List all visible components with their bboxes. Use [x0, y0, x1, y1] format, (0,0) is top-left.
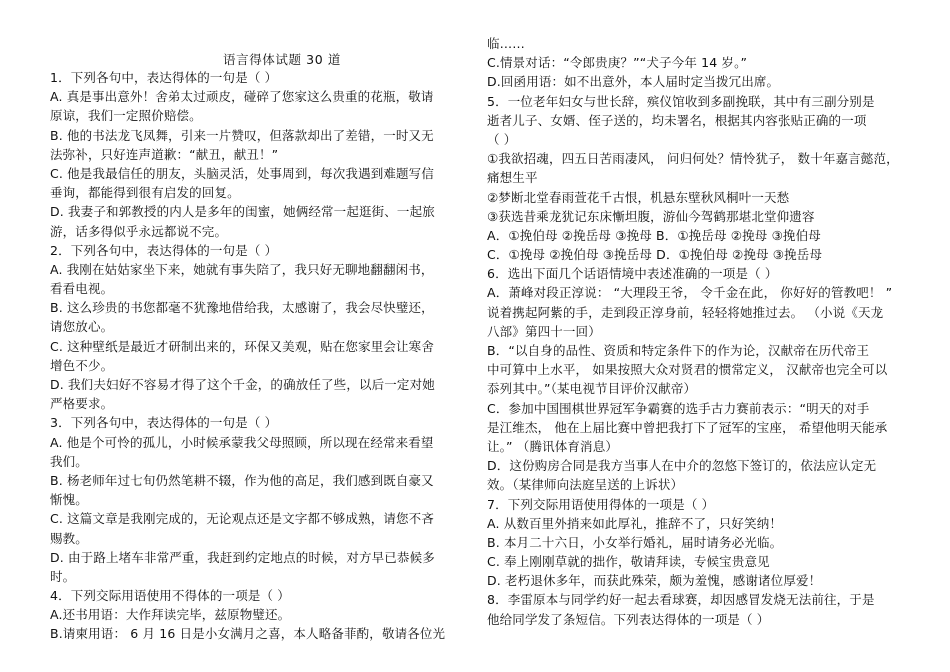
text-line: B.请柬用语： 6 月 16 日是小女满月之喜，本人略备菲酌，敬请各位光	[50, 626, 446, 642]
text-line: D. 老朽退休多年，而获此殊荣，颇为羞愧，感谢诸位厚爱！	[487, 573, 822, 589]
text-line: 4．下列交际用语使用不得体的一项是（ ）	[50, 588, 290, 604]
text-line: B. 他的书法龙飞凤舞，引来一片赞叹，但落款却出了差错，一时又无	[50, 127, 434, 143]
text-line: A. 从数百里外捎来如此厚礼，推辞不了，只好笑纳！	[487, 515, 783, 531]
text-line: C．参加中国围棋世界冠军争霸赛的选手古力赛前表示：“明天的对手	[487, 400, 870, 416]
text-line: D．这份购房合同是我方当事人在中介的忽悠下签订的，依法应认定无	[487, 458, 877, 474]
right-column	[487, 34, 905, 629]
text-line: 看看电视。	[50, 281, 114, 297]
text-line: C.情景对话：“令郎贵庚？”“犬子今年 14 岁。”	[487, 55, 748, 71]
text-line: A. 他是个可怜的孤儿，小时候承蒙我父母照顾，所以现在经常来看望	[50, 434, 434, 450]
text-line: A．萧峰对段正淳说： “大理段王爷， 令千金在此， 你好好的管教吧！ ”	[487, 285, 893, 301]
text-line: 3．下列各句中，表达得体的一句是（ ）	[50, 415, 278, 431]
text-line: ①我欲招魂，四五日苦雨凄风， 问归何处？情怜犹子， 数十年嘉言懿范，	[487, 151, 899, 167]
text-line: 说着携起阿紫的手，走到段正淳身前，轻轻将她推过去。 （小说《天龙	[487, 304, 884, 320]
text-line: C. 这种壁纸是最近才研制出来的，环保又美观，贴在您家里会让寒舍	[50, 338, 434, 354]
text-line: B. 这么珍贵的书您都毫不犹豫地借给我，太感谢了，我会尽快璧还，	[50, 300, 434, 316]
text-line: 临……	[487, 36, 525, 51]
text-line: D. 我们夫妇好不容易才得了这个千金，的确放任了些，以后一定对她	[50, 377, 435, 392]
text-line: 忝列其中。”（某电视节目评价汉献帝）	[487, 381, 697, 397]
text-line: A.还书用语：大作拜读完毕，兹原物璧还。	[50, 607, 291, 623]
text-line: 2．下列各句中，表达得体的一句是（ ）	[50, 242, 278, 258]
text-line: C. 奉上刚刚草就的拙作，敬请拜读，专候宝贵意见	[487, 554, 770, 570]
text-line: A. 我刚在姑姑家坐下来，她就有事失陪了，我只好无聊地翻翻闲书，	[50, 261, 434, 277]
text-line: 我们。	[50, 453, 88, 469]
left-column	[50, 68, 474, 644]
text-line: 8．李雷原本与同学约好一起去看球赛，却因感冒发烧无法前往，于是	[487, 592, 875, 608]
text-line: 1．下列各句中，表达得体的一句是（ ）	[50, 70, 278, 85]
text-line: 增色不少。	[50, 357, 114, 373]
text-line: 痛想生平	[487, 170, 538, 186]
text-line: B. 本月二十六日，小女举行婚礼，届时请务必光临。	[487, 534, 783, 550]
text-line: D. 由于路上堵车非常严重，我赶到约定地点的时候，对方早已恭候多	[50, 549, 435, 565]
text-line: D. 我妻子和郭教授的内人是多年的闺蜜，她俩经常一起逛街、一起旅	[50, 204, 435, 220]
text-line: 请您放心。	[50, 319, 114, 335]
text-line: 让。” （腾讯体育消息）	[487, 438, 618, 454]
text-line: 八部》第四十一回）	[487, 323, 601, 339]
text-line: 时。	[50, 568, 76, 584]
text-line: C. 这篇文章是我刚完成的，无论观点还是文字都不够成熟，请您不吝	[50, 511, 434, 527]
text-line: 游，话多得似乎永远都说不完。	[50, 223, 228, 239]
text-line: ②梦断北堂春雨萱花千古恨，机悬东壁秋风桐叶一天愁	[487, 189, 790, 205]
text-line: D.回函用语：如不出意外，本人届时定当拨冗出席。	[487, 74, 780, 90]
text-line: B．“以自身的品性、资质和特定条件下的作为论，汉献帝在历代帝王	[487, 343, 870, 358]
text-line: 严格要求。	[50, 396, 114, 412]
text-line: 7．下列交际用语使用得体的一项是（ ）	[487, 496, 715, 512]
text-line: B. 杨老师年过七旬仍然笔耕不辍，作为他的高足，我们感到既自豪又	[50, 472, 434, 488]
text-line: 垂询，都能得到很有启发的回复。	[50, 185, 240, 201]
text-line: 中可算中上水平， 如果按照大众对贤君的惯常定义， 汉献帝也完全可以	[487, 362, 888, 378]
text-line: 赐教。	[50, 530, 88, 546]
text-line: （ ）	[487, 131, 517, 147]
document-title: 语言得体试题 30 道	[223, 52, 341, 67]
text-line: 效。（某律师向法庭呈送的上诉状）	[487, 477, 684, 493]
text-line: 5．一位老年妇女与世长辞，殡仪馆收到多副挽联，其中有三副分别是	[487, 93, 875, 109]
text-line: C．①挽母 ②挽伯母 ③挽岳母 D．①挽伯母 ②挽母 ③挽岳母	[487, 247, 823, 263]
text-line: 原谅，我们一定照价赔偿。	[50, 108, 202, 124]
text-line: C. 他是我最信任的朋友，头脑灵活，处事周到，每次我遇到难题写信	[50, 165, 434, 181]
text-line: 惭愧。	[50, 492, 88, 508]
text-line: ③获选昔乘龙犹记东床慚坦腹，游仙今驾鹤那堪北堂仰遗容	[487, 208, 815, 224]
text-line: 6．选出下面几个话语情境中表述准确的一项是（ ）	[487, 266, 778, 282]
text-line: 他给同学发了条短信。下列表达得体的一项是（ ）	[487, 611, 770, 627]
text-line: 是江维杰， 他在上届比赛中曾把我打下了冠军的宝座， 希望他明天能承	[487, 419, 888, 435]
text-line: 逝者儿子、女婿、侄子送的，均未署名，根据其内容张贴正确的一项	[487, 112, 867, 128]
text-line: A. 真是事出意外！舍弟太过顽皮，碰碎了您家这么贵重的花瓶，敬请	[50, 89, 434, 105]
text-line: A．①挽伯母 ②挽岳母 ③挽母 B．①挽岳母 ②挽母 ③挽伯母	[487, 227, 821, 243]
text-line: 法弥补，只好连声道歉：“献丑，献丑！”	[50, 146, 279, 162]
